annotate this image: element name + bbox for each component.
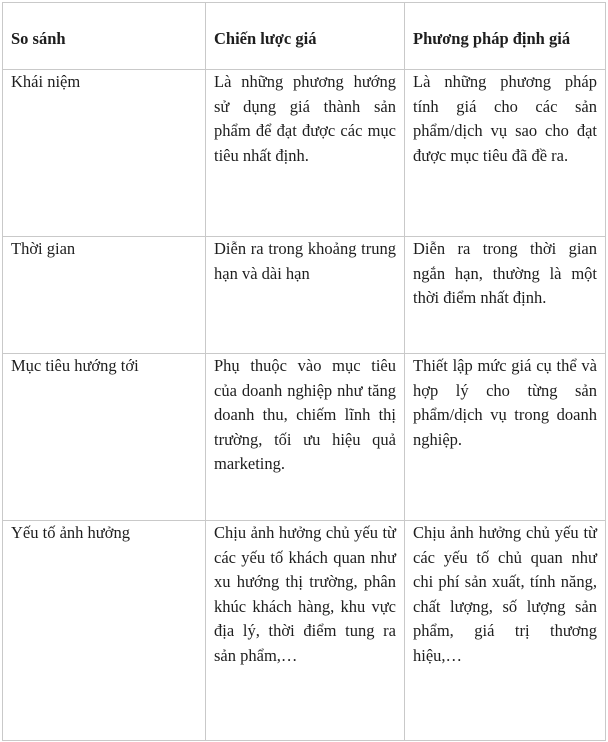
row-label-factors: Yếu tố ảnh hưởng [3, 521, 206, 741]
cell-method-concept: Là những phương pháp tính giá cho các sản phẩm/dịch vụ sao cho đạt được mục tiêu đã đề ra. [405, 70, 606, 237]
row-label-concept: Khái niệm [3, 70, 206, 237]
header-pricing-method: Phương pháp định giá [405, 3, 606, 70]
table-row [3, 237, 606, 354]
comparison-table [2, 2, 606, 741]
cell-strategy-factors: Chịu ảnh hưởng chủ yếu từ các yếu tố khách quan như xu hướng thị trường, phân khúc khách hàng, khu vực địa lý, thời điểm tung ra sản phẩm,… [206, 521, 405, 741]
table-header-row [3, 3, 606, 70]
table-row [3, 521, 606, 741]
header-compare: So sánh [3, 3, 206, 70]
cell-strategy-concept: Là những phương hướng sử dụng giá thành sản phẩm để đạt được các mục tiêu nhất định. [206, 70, 405, 237]
cell-strategy-time: Diễn ra trong khoảng trung hạn và dài hạn [206, 237, 405, 354]
header-pricing-strategy: Chiến lược giá [206, 3, 405, 70]
table-row [3, 70, 606, 237]
row-label-objective: Mục tiêu hướng tới [3, 354, 206, 521]
row-label-time: Thời gian [3, 237, 206, 354]
cell-method-factors: Chịu ảnh hưởng chủ yếu từ các yếu tố chủ quan như chi phí sản xuất, tính năng, chất lượng, số lượng sản phẩm, giá trị thương hiệu,… [405, 521, 606, 741]
cell-method-objective: Thiết lập mức giá cụ thể và hợp lý cho từng sản phẩm/dịch vụ trong doanh nghiệp. [405, 354, 606, 521]
table-row [3, 354, 606, 521]
cell-strategy-objective: Phụ thuộc vào mục tiêu của doanh nghiệp như tăng doanh thu, chiếm lĩnh thị trường, tối ưu hiệu quả marketing. [206, 354, 405, 521]
cell-method-time: Diễn ra trong thời gian ngắn hạn, thường là một thời điểm nhất định. [405, 237, 606, 354]
